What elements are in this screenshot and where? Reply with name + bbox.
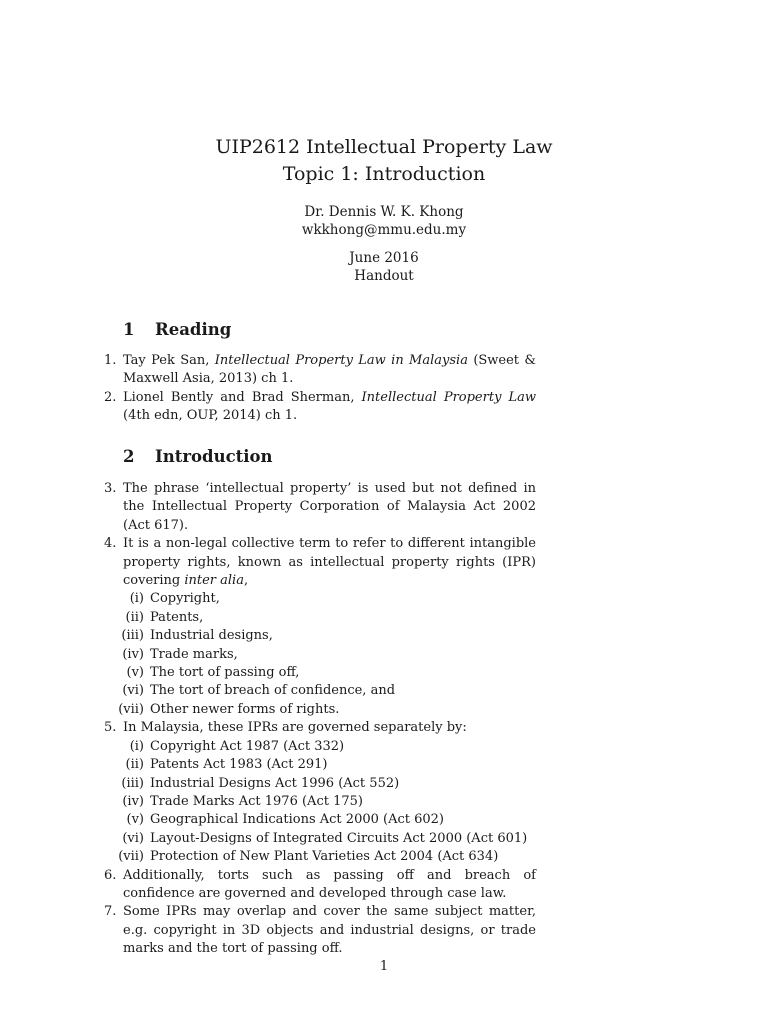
list-item — [104, 535, 536, 719]
sub-item-number: (vi) — [122, 683, 144, 699]
sub-list-item — [123, 609, 536, 627]
item-text: In Malaysia, these IPRs are governed separately by: — [123, 720, 467, 736]
sub-item-text: Other newer forms of rights. — [150, 701, 340, 717]
section-heading-reading — [123, 319, 543, 341]
sub-list-item — [123, 738, 536, 756]
reading-list — [104, 352, 536, 426]
sub-item-text: Copyright Act 1987 (Act 332) — [150, 738, 345, 754]
sub-item-number: (iii) — [121, 775, 144, 791]
introduction-list — [104, 480, 536, 959]
list-item — [104, 719, 536, 866]
sub-item-text: Trade marks, — [150, 646, 238, 662]
item-number: 3. — [104, 481, 117, 496]
section-title: Reading — [155, 320, 232, 339]
sub-item-number: (i) — [129, 591, 144, 607]
statutes-list — [118, 738, 536, 867]
list-item — [104, 867, 536, 904]
sub-item-number: (v) — [126, 812, 144, 828]
document-title — [0, 134, 768, 188]
page-number: 1 — [379, 959, 389, 974]
item-text: Lionel Bently and Brad Sherman, — [123, 389, 362, 405]
sub-item-number: (i) — [129, 738, 144, 754]
section-title: Introduction — [155, 447, 273, 466]
sub-item-text: Patents Act 1983 (Act 291) — [150, 757, 328, 773]
list-item — [104, 480, 536, 535]
item-number: 7. — [104, 904, 117, 920]
item-number: 6. — [104, 867, 117, 883]
item-text: , — [243, 573, 249, 589]
sub-list-item — [123, 590, 536, 608]
author-block — [0, 203, 768, 239]
item-text: (4th edn, OUP, 2014) ch 1. — [123, 408, 298, 424]
title-line-1: UIP2612 Intellectual Property Law — [215, 136, 553, 158]
item-text: Additionally, torts such as passing off and breach of confidence are governed and developed through case law. — [123, 867, 536, 901]
sub-list-item — [123, 682, 536, 700]
sub-list-item — [118, 848, 536, 866]
sub-item-text: Layout-Designs of Integrated Circuits Act 2000 (Act 601) — [150, 830, 528, 846]
list-item — [104, 903, 536, 958]
sub-item-number: (iv) — [122, 646, 144, 662]
sub-item-number: (vi) — [122, 830, 144, 846]
author-name: Dr. Dennis W. K. Khong — [304, 204, 464, 220]
section-heading-introduction — [123, 446, 543, 468]
sub-list-item — [123, 627, 536, 645]
ipr-types-list — [118, 590, 536, 719]
book-title: Intellectual Property Law in Malaysia — [214, 353, 468, 368]
title-line-2: Topic 1: Introduction — [282, 163, 486, 185]
sub-item-number: (vii) — [118, 849, 144, 865]
list-item — [104, 389, 536, 426]
sub-list-item — [123, 793, 536, 811]
sub-item-text: Geographical Indications Act 2000 (Act 602) — [150, 812, 444, 828]
sub-item-number: (iv) — [122, 793, 144, 809]
sub-item-number: (v) — [126, 665, 144, 681]
sub-item-number: (ii) — [125, 609, 144, 625]
item-text: Some IPRs may overlap and cover the same subject matter, e.g. copyright in 3D objects and industrial designs, or trade marks and the tort of passing off. — [123, 904, 536, 957]
sub-item-text: Patents, — [150, 609, 204, 625]
item-text: It is a non-legal collective term to refer to different intangible property rights, known as intellectual property rights (IPR) covering — [123, 536, 536, 589]
sub-item-text: The tort of passing off, — [150, 665, 300, 681]
sub-list-item — [123, 775, 536, 793]
section-number: 1 — [123, 320, 135, 339]
date-block — [0, 249, 768, 285]
item-text: (Sweet & Maxwell Asia, 2013) ch 1. — [123, 353, 536, 387]
sub-list-item — [123, 646, 536, 664]
item-number: 2. — [104, 389, 117, 405]
item-number: 4. — [104, 536, 117, 552]
document-type: Handout — [354, 268, 414, 284]
sub-item-text: Trade Marks Act 1976 (Act 175) — [150, 793, 363, 809]
sub-list-item — [123, 830, 536, 848]
latin-term: inter alia — [184, 573, 244, 589]
sub-item-text: Industrial Designs Act 1996 (Act 552) — [150, 775, 400, 791]
list-item — [104, 352, 536, 389]
author-email: wkkhong@mmu.edu.my — [301, 222, 467, 238]
sub-item-text: The tort of breach of confidence, and — [150, 683, 396, 699]
sub-item-text: Industrial designs, — [150, 628, 273, 644]
item-text: Tay Pek San, — [123, 353, 215, 368]
sub-list-item — [123, 664, 536, 682]
section-number: 2 — [123, 447, 135, 466]
book-title: Intellectual Property Law — [361, 389, 536, 405]
item-text: The phrase ‘intellectual property’ is used but not defined in the Intellectual Property Corporation of Malaysia Act 2002 (Act 617). — [123, 481, 536, 533]
sub-item-number: (vii) — [118, 701, 144, 717]
item-number: 1. — [104, 353, 117, 368]
document-date: June 2016 — [349, 250, 419, 266]
sub-item-text: Copyright, — [150, 591, 220, 607]
sub-list-item — [123, 811, 536, 829]
sub-item-number: (ii) — [125, 757, 144, 773]
sub-item-text: Protection of New Plant Varieties Act 2004 (Act 634) — [150, 849, 499, 865]
item-number: 5. — [104, 720, 117, 736]
sub-list-item — [118, 701, 536, 719]
sub-list-item — [123, 756, 536, 774]
sub-item-number: (iii) — [121, 628, 144, 644]
